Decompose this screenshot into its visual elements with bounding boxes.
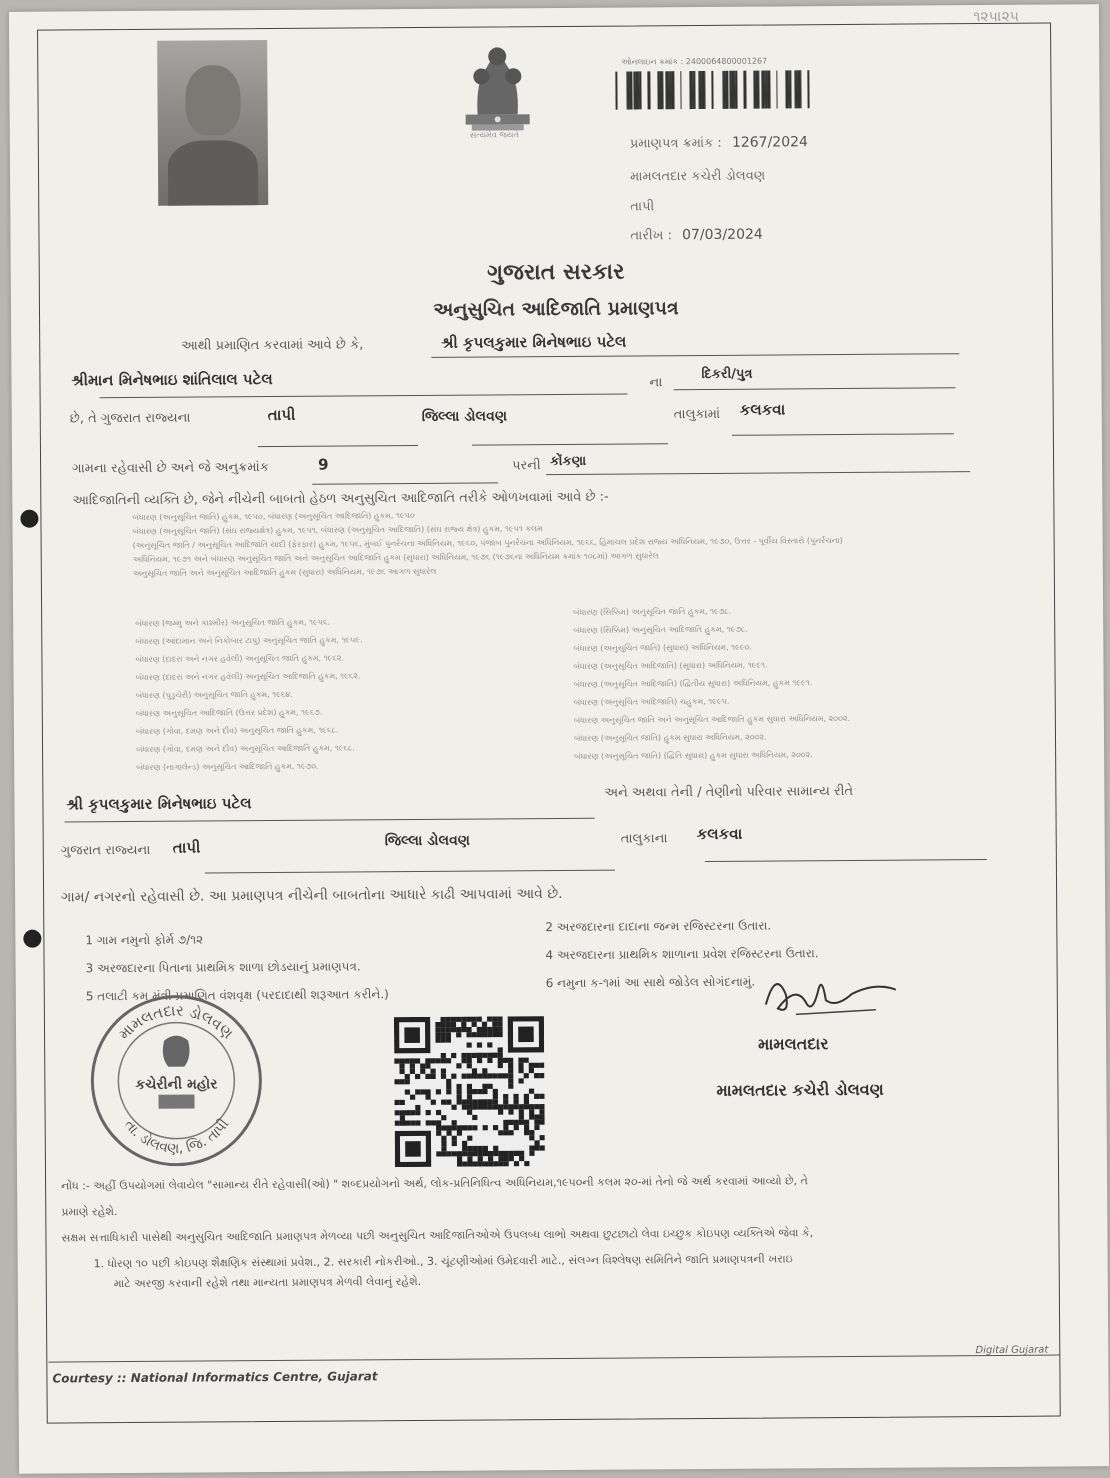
tribal-text: આદિજાતિની વ્યક્તિ છે, જેને નીચેની બાબતો હેઠળ અનુસુચિત આદિજાતિ તરીકે ઓળખવામાં આવે છે :- [72,489,609,509]
applicant-photo [157,40,268,206]
footer-digital-gujarat: Digital Gujarat [975,1344,1049,1357]
certificate-number: 1267/2024 [731,134,808,151]
residence-district: તાપી [172,838,201,857]
basis-item: 2 અરજદારના દાદાના જન્મ રજિસ્ટરના ઉતારા. [545,918,772,935]
residence-state-prefix: ગુજરાત રાજ્યના [60,842,151,859]
issuing-office: મામલતદાર કચેરી ડોલવણ [630,168,766,185]
state-district: તાપી [267,405,296,425]
qr-code [394,1016,545,1167]
order-line: બંધારણ (અનુસૂચિત જાતિ) (સુધારા) અધિનિયમ, ૧૯૯૦. [573,642,752,653]
order-line: બંધારણ અનુસૂચિત આદિજાતિ (ઉત્તર પ્રદેશ) હુકમ, ૧૯૬૭. [135,707,323,718]
signature [756,964,906,1025]
order-line: અનુસૂચિત જાતિ અને અનુસૂચિત આદિજાતિ હુકમ (સુધારા) અધિનિયમ, ૧૯૭૬ આગળ સુધારેલ [132,566,437,578]
order-line: બંધારણ (જમ્મુ અને કાશ્મીર) અનુસૂચિત જાતિ હુકમ, ૧૯૫૬. [135,617,331,628]
certificate-page [9,4,1109,1474]
district-label: જિલ્લા ડોલવણ [421,408,508,425]
order-line: બંધારણ (અનુસૂચિત જાતિ) (દ્વિતિ સુધારા) હુકમ સુધારા અધિનિયમ, ૨૦૦૨. [574,750,813,761]
order-line: (અનુસૂચિત જાતિ / અનુસૂચિત આદિજાતિ યાદી (ફેરફાર) હુકમ, ૧૯૫૬, મુંબઈ પુનર્રચના અધિનિયમ, ૧૯૬૦, પંજાબ પુનર્રચના અધિનિયમ, ૧૯૬૬, હિમાચલ પ્રદેશ રાજ્ય અધિનિયમ, ૧૯૭૦, ઉત્તર - પૂર્વીય વિસ્તારો (પુનર્રચના) [132,536,843,550]
office-seal [86,990,267,1171]
page-border [37,23,1061,1424]
residence-applicant-name: શ્રી કૃપલકુમાર મિનેષભાઇ પટેલ [66,794,252,814]
basis-item: 3 અરજદારના પિતાના પ્રાથમિક શાળા છોડયાનું પ્રમાણપત્ર. [85,959,361,976]
residence-taluka-label: તાલુકાના [620,831,668,847]
punch-hole-icon [23,930,41,948]
family-text: અને અથવા તેની / તેણીનો પરિવાર સામાન્ય રીતે [604,783,854,801]
officer-office: મામલતદાર કચેરી ડોલવણ [716,1079,884,1100]
issue-date-row [630,227,762,244]
order-line: બંધારણ (દાદરા અને નગર હવેલી) અનુસૂચિત આદિજાતિ હુકમ, ૧૯૬૨. [135,671,361,682]
village-text: ગામ/ નગરનો રહેવાસી છે. આ પ્રમાણપત્ર નીચેની બાબતોના આધારે કાઢી આપવામાં આવે છે. [61,885,563,906]
seal-middle-text: કચેરીની મહોર [135,1076,218,1093]
seal-bottom-text: તા. ડોલવણ, જિ. તાપી [120,1116,233,1157]
intro-text: આથી પ્રમાણિત કરવામાં આવે છે કે, [181,337,364,354]
note-line: માટે અરજી કરવાની રહેશે તથા માન્યતા પ્રમાણપત્ર મેળવી લેવાનું રહેશે. [113,1274,422,1291]
issue-date: 07/03/2024 [682,226,763,244]
resident-text: ગામના રહેવાસી છે અને જે અનુક્રમાંક [72,460,269,477]
officer-title: મામલતદાર [758,1034,829,1054]
order-line: બંધારણ (અનુસૂચિત જાતિ) (સંઘ રાજ્યક્ષેત્ર) હુકમ, ૧૯૫૧, બંધારણ (અનુસૂચિત આદિજાતિ) (સંઘ રાજ્ય ક્ષેત્ર) હુકમ, ૧૯૫૧ કલમ [132,524,543,536]
parent-name: શ્રીમાન મિનેષભાઇ શાંતિલાલ પટેલ [71,369,273,390]
seal-top-text: મામલતદાર ડોલવણ [114,1001,238,1044]
applicant-name: શ્રી કૃપલકુમાર મિનેષભાઇ પટેલ [441,332,627,352]
order-line: બંધારણ (અનુસૂચિત આદિજાતિ) (દ્વિતીય સુધારા) અધિનિયમ, હુકમ ૧૯૯૧. [573,678,813,689]
note-line: સક્ષમ સત્તાધિકારી પાસેથી અનુસુચિત આદિજાતિ પ્રમાણપત્ર મેળવ્યા પછી અનુસુચિત આદિજાતિઓએ ઉપલબ્ધ લાભો અથવા છુટછાટો લેવા ઇચ્છુક કોઇપણ વ્યક્તિએ જેવા કે, [61,1226,814,1245]
order-line: બંધારણ (નાગાલેન્ડ) અનુસૂચિત આદિજાતિ હુકમ, ૧૯૭૦. [136,761,319,772]
issuing-district: તાપી [630,199,655,215]
certificate-number-label: પ્રમાણપત્ર ક્રમાંક : [629,135,722,152]
government-heading: ગુજરાત સરકાર [486,259,625,286]
order-line: બંધારણ (અનુસૂચિત જાતિ) હુકમ, ૧૯૫૦, બંધારણ (અનુસૂચિત આદિજાતિ) હુકમ, ૧૯૫૦ [132,511,415,522]
punch-hole-icon [20,510,38,528]
barcode-label: ઓનલાઇન ક્રમાંક : 2400064800001267 [621,56,768,67]
certificate-title: અનુસુચિત આદિજાતિ પ્રમાણપત્ર [433,297,679,321]
basis-item: 5 તલાટી કમ મંત્રી પ્રમાણિત વંશવૃક્ષ (પરદાદાથી શરૂઆત કરીને.) [85,987,389,1004]
na-text: ના [649,375,663,391]
basis-item: 6 નમુના ક-૧માં આ સાથે જોડેલ સોગંદનામું. [545,974,756,991]
order-line: બંધારણ (અનુસૂચિત જાતિ) હુકમ સુધારા અધિનિયમ, ૨૦૦૨. [573,732,767,743]
order-line: બંધારણ (આંદામાન અને નિકોબાર ટાપુ) અનુસૂચિત જાતિ હુકમ, ૧૯૫૯. [135,635,363,646]
barcode [609,68,821,111]
serial-number: 9 [318,455,329,474]
basis-item: 4 અરજદારના પ્રાથમિક શાળાના પ્રવેશ રજિસ્ટરના ઉતારા. [545,946,819,963]
relation: દિકરી/પુત્ર [701,366,753,382]
note-line: 1. ધોરણ ૧૦ પછી કોઇપણ શૈક્ષણિક સંસ્થામાં પ્રવેશ., 2. સરકારી નોકરીઓ., 3. ચૂંટણીઓમાં ઉમેદવારી માટે., સંલગ્ન વિશ્લેષણ સમિતિને જાતિ પ્રમાણપત્રની ખરાઇ [93,1252,793,1271]
svg-text:તા. ડોલવણ, જિ. તાપી [121,1116,233,1157]
order-line: બંધારણ (સિક્કિમ) અનુસૂચિત જાતિ હુકમ, ૧૯૭૮. [573,606,732,617]
order-line: બંધારણ (દાદરા અને નગર હવેલી) અનુસૂચિત જાતિ હુકમ, ૧૯૬૨. [135,653,344,664]
par-ni-text: પરની [512,458,541,474]
handwritten-corner-note: ૧૨૫।૨૫ [973,8,1020,26]
order-line: બંધારણ (ગોવા, દમણ અને દીવ) અનુસૂચિત આદિજાતિ હુકમ, ૧૯૬૮. [136,743,355,754]
state-prefix: છે, તે ગુજરાત રાજ્યના [69,410,191,427]
note-line: પ્રમાણે રહેશે. [61,1205,118,1219]
order-line: બંધારણ (પુડુચેરી) અનુસૂચિત જાતિ હુકમ, ૧૯૬૪. [135,689,293,700]
issue-date-label: તારીખ : [630,228,672,244]
order-line: બંધારણ (સિક્કિમ) અનુસૂચિત આદિજાતિ હુકમ, ૧૯૭૮. [573,624,748,635]
certificate-number-row [630,134,808,151]
order-line: બંધારણ (અનુસૂચિત આદિજાતિ) ચહુકમ, ૧૯૯૫. [573,696,730,707]
taluka: કલકવા [739,400,786,419]
emblem-caption: સત્યમેવ જયતે [469,130,519,140]
note-line: નોંધ :- અહીં ઉપયોગમાં લેવાયેલ "સામાન્ય રીતે રહેવાસી(ઓ) " શબ્દપ્રયોગનો અર્થ, લોક-પ્રતિનિધિત્વ અધિનિયમ,૧૯૫૦ની કલમ ૨૦-માં તેનો જે અર્થ કરવામાં આવ્યો છે, તે [61,1174,808,1193]
footer-courtesy: Courtesy :: National Informatics Centre, Gujarat [52,1369,378,1386]
basis-item: 1 ગામ નમુનો ફોર્મ ૭/૧૨ [85,932,204,948]
order-line: બંધારણ અનુસૂચિત જાતિ અને અનુસૂચિત આદિજાતિ હુકમ સુધારા અધિનિયમ, ૨૦૦૨. [573,713,851,725]
order-line: બંધારણ (ગોવા, દમણ અને દીવ) અનુસૂચિત જાતિ હુકમ, ૧૯૬૮. [135,725,339,736]
order-line: અધિનિયમ, ૧૯૭૧ અને બંધારણ અનુસૂચિત જાતિ અને અનુસૂચિત આદિજાતિ હુકમ (સુધારા) અધિનિયમ, ૧૯૭૬ (૧૯૭૬ના અધિનિયમ ક્રમાંક ૧૦૮માં) આગળ સુધારેલ [132,551,659,564]
order-line: બંધારણ (અનુસૂચિત આદિજાતિ) (સુધારા) અધિનિયમ, ૧૯૯૧. [573,660,768,671]
taluka-label: તાલુકામાં [673,406,721,423]
residence-taluka: કલકવા [696,824,743,844]
tribe-name: કોંકણા [550,453,587,470]
residence-district-label: જિલ્લા ડોલવણ [384,832,471,850]
